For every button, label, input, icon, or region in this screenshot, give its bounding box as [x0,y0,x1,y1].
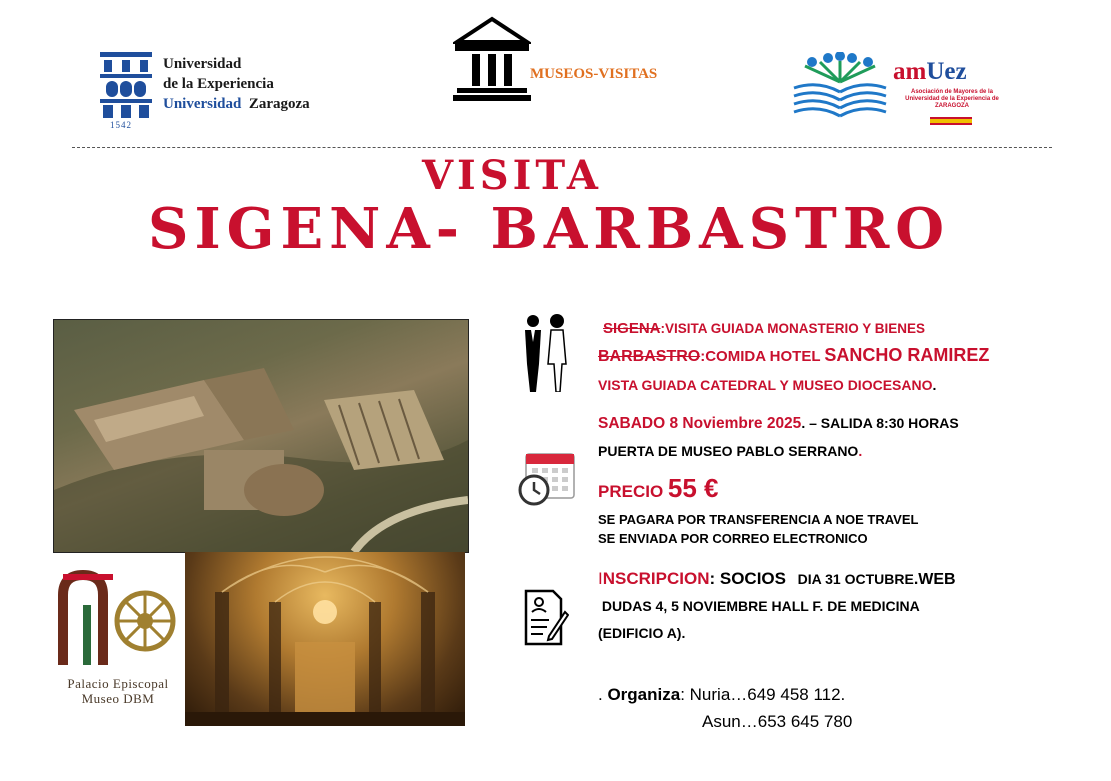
organiza-label: Organiza [607,685,681,704]
dudas-line: DUDAS 4, 5 NOVIEMBRE HALL F. DE MEDICINA [598,598,920,614]
sigena-text: :VISITA GUIADA MONASTERIO Y BIENES [660,321,926,336]
inscription-label-first: I [598,569,603,588]
barbastro-cathedral-photo [185,552,465,726]
event-date: SABADO 8 Noviembre 2025 [598,415,802,432]
meeting-point: PUERTA DE MUSEO PABLO SERRANO [598,443,859,459]
university-year: 1542 [110,120,132,130]
inscription-date: DIA 31 OCTUBRE [785,571,914,587]
amuez-title-am: am [893,58,927,85]
university-line3a: Universidad [163,96,242,112]
palacio-episcopal-label [53,676,183,706]
payment-line-1: SE PAGARA POR TRANSFERENCIA A NOE TRAVEL [598,512,919,527]
hotel-name: SANCHO RAMIREZ [824,345,990,365]
couple-figures-icon [520,312,570,392]
meeting-end: . [858,443,863,459]
visit-line [598,376,936,394]
departure-time: SALIDA 8:30 HORAS [816,415,959,431]
title-destination: SIGENA- BARBASTRO [148,196,951,262]
inscription-web: .WEB [913,571,956,588]
date-line [598,414,959,433]
title-visita: VISITA [422,152,602,199]
contact-nuria: : Nuria…649 458 112. [680,685,846,704]
inscription-colon: : [709,569,720,588]
edificio-line: (EDIFICIO A). [598,625,686,641]
inscription-label-rest: NSCRIPCION [602,569,710,588]
contact-asun: Asun…653 645 780 [702,712,853,731]
organiza-line [598,684,845,706]
amuez-subtitle: Asociación de Mayores de la Universidad de la Experiencia de ZARAGOZA [905,89,999,109]
amuez-title-uez: Uez [926,58,967,85]
university-line1: Universidad [163,56,242,72]
visit-end: . [932,377,937,393]
payment-line-2: SE ENVIADA POR CORREO ELECTRONICO [598,531,868,546]
amuez-book-logo-icon [790,52,890,128]
university-logo-icon [100,52,152,118]
price-line [598,472,719,508]
organiza-dot: . [598,685,608,704]
university-name [163,54,310,114]
palacio-episcopal-line2: Museo DBM [81,691,155,706]
sigena-label: SIGENA [603,320,661,337]
visit-text: VISTA GUIADA CATEDRAL Y MUSEO DIOCESANO [598,377,933,393]
university-line3b: Zaragoza [248,96,310,112]
barbastro-label: BARBASTRO [598,348,701,365]
sigena-monastery-photo [53,319,469,553]
museum-building-icon [453,16,531,102]
inscription-line [598,568,956,591]
amuez-flag-stripe [930,117,972,125]
university-line2: de la Experiencia [163,76,274,92]
socios-label: SOCIOS [719,569,786,588]
date-separator: . – [801,415,817,431]
header-divider [72,147,1052,148]
form-document-pen-icon [523,588,569,648]
museos-visitas-label: MUSEOS-VISITAS [530,66,658,82]
palacio-episcopal-line1: Palacio Episcopal [67,676,169,691]
sigena-line [603,319,925,338]
amuez-title [893,58,967,86]
price-label: PRECIO [598,482,668,501]
calendar-clock-icon [516,450,576,508]
barbastro-text: :COMIDA HOTEL [700,348,825,365]
price-value: 55 € [667,473,719,503]
meeting-line [598,442,862,460]
barbastro-line [598,346,989,366]
